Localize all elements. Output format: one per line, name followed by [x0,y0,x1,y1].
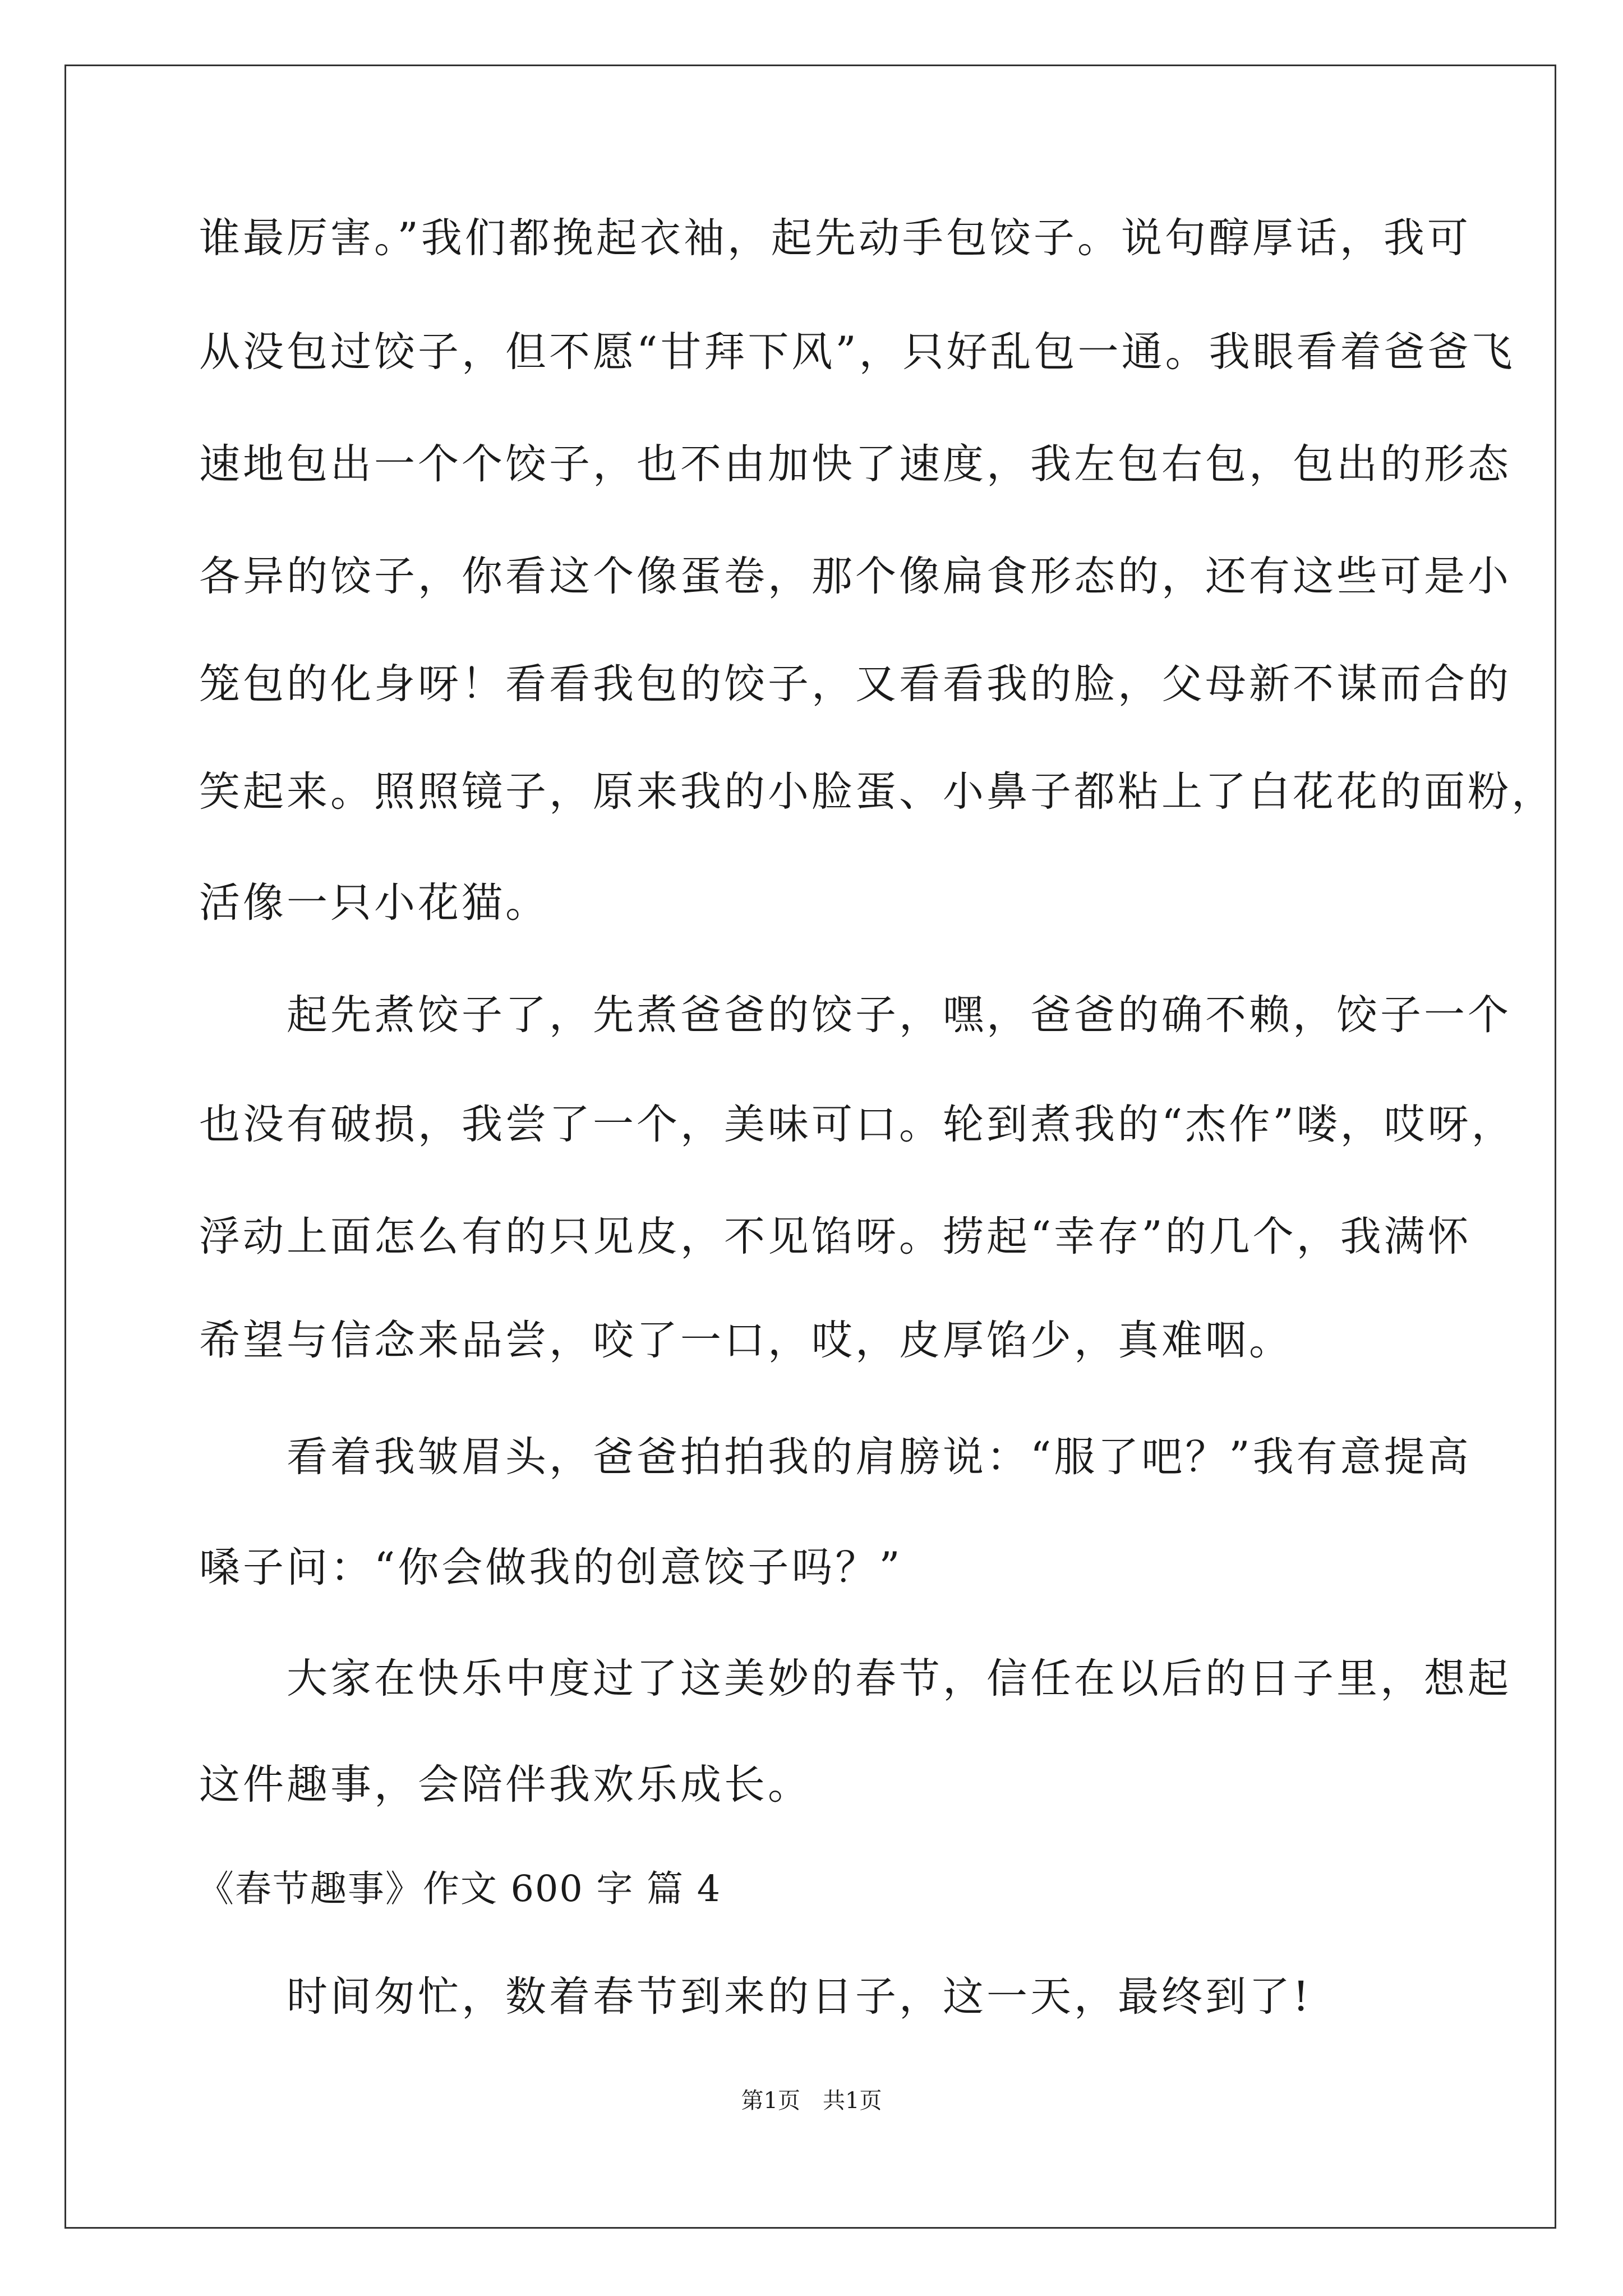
text-line: 希望与信念来品尝，咬了一口，哎，皮厚馅少，真难咽。 [199,1317,1293,1364]
text-line: 也没有破损，我尝了一个，美味可口。轮到煮我的“杰作”喽，哎呀， [199,1101,1515,1148]
text-line: 大家在快乐中度过了这美妙的春节，信任在以后的日子里，想起 [199,1655,1511,1703]
text-line: 时间匆忙，数着春节到来的日子，这一天，最终到了! [199,1973,1312,2021]
text-line: 嗓子问：“你会做我的创意饺子吗？” [199,1544,903,1591]
text-line: 各异的饺子，你看这个像蛋卷，那个像扁食形态的，还有这些可是小 [199,553,1511,600]
section-heading: 《春节趣事》作文 600 字 篇 4 [197,1868,722,1910]
text-line: 笼包的化身呀！看看我包的饺子，又看看我的脸，父母新不谋而合的 [199,660,1511,708]
text-line: 看着我皱眉头，爸爸拍拍我的肩膀说：“服了吧？”我有意提高 [199,1433,1472,1481]
text-line: 这件趣事，会陪伴我欢乐成长。 [199,1761,811,1809]
text-line: 起先煮饺子了，先煮爸爸的饺子，嘿，爸爸的确不赖，饺子一个 [199,991,1511,1039]
text-line: 活像一只小花猫。 [199,879,549,927]
text-line: 从没包过饺子，但不愿“甘拜下风”，只好乱包一通。我眼看着爸爸飞 [199,328,1515,376]
text-line: 速地包出一个个饺子，也不由加快了速度，我左包右包，包出的形态 [199,440,1511,488]
text-line: 谁最厉害。”我们都挽起衣袖，起先动手包饺子。说句醇厚话，我可 [199,214,1471,262]
page-footer: 第1页 共1页 [741,2088,882,2114]
text-line: 笑起来。照照镜子，原来我的小脸蛋、小鼻子都粘上了白花花的面粉， [199,768,1555,816]
text-line: 浮动上面怎么有的只见皮，不见馅呀。捞起“幸存”的几个，我满怀 [199,1213,1472,1260]
